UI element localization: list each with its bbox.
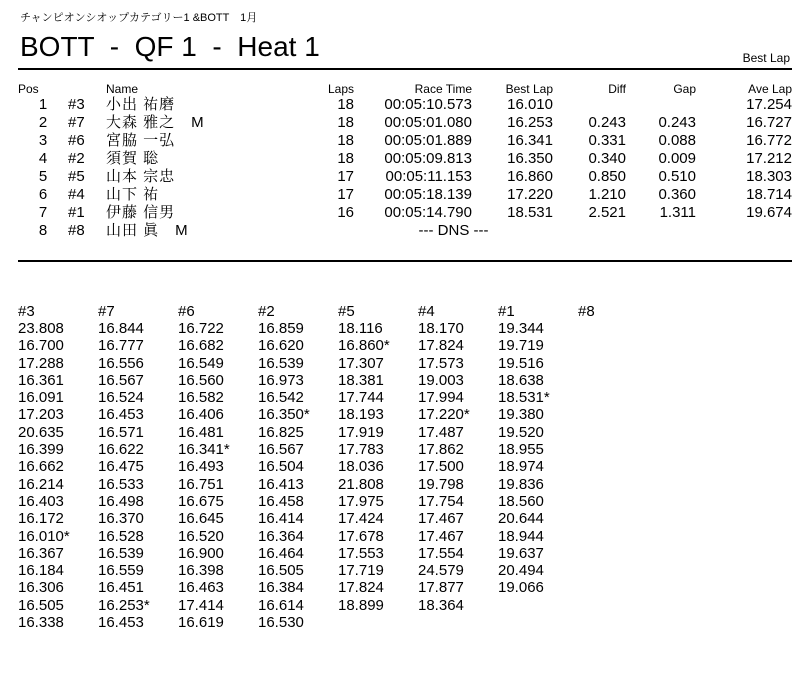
lap-column	[498, 303, 578, 631]
lap-time: 16.622	[98, 441, 144, 459]
result-gap: 1.311	[659, 204, 696, 221]
lap-time: 16.451	[98, 579, 144, 597]
lap-time: 20.635	[18, 423, 64, 441]
lap-time: 16.493	[178, 458, 224, 476]
lap-time: 17.424	[338, 510, 384, 528]
lap-column-kart: #1	[498, 303, 515, 320]
lap-time: 24.579	[418, 562, 464, 580]
result-race-time: 00:05:01.889	[384, 132, 472, 149]
result-kart-number: #4	[68, 186, 85, 203]
lap-time: 16.844	[98, 320, 144, 337]
lap-time: 16.361	[18, 371, 64, 389]
lap-time: 17.307	[338, 354, 384, 372]
lap-time: 17.877	[418, 579, 464, 597]
lap-time: 19.516	[498, 354, 544, 372]
result-kart-number: #5	[68, 168, 85, 185]
lap-time: 16.184	[18, 562, 64, 580]
top-rule	[18, 68, 792, 70]
result-gap: 0.243	[658, 114, 696, 131]
col-header-diff: Diff	[608, 82, 626, 96]
result-driver-name: 山下 祐	[106, 186, 160, 203]
lap-time: 17.975	[338, 492, 384, 510]
lap-time: 18.036	[338, 458, 384, 476]
lap-column-kart: #3	[18, 303, 35, 320]
result-diff	[553, 96, 626, 114]
result-pos: 1	[38, 96, 48, 113]
result-laps: 18	[337, 150, 354, 167]
result-pos: 4	[38, 150, 48, 167]
lap-time: 19.798	[418, 475, 464, 493]
result-best-lap: 16.341	[507, 132, 553, 149]
col-header-gap: Gap	[673, 82, 696, 96]
result-row	[18, 204, 792, 222]
lap-time: 18.364	[418, 596, 464, 614]
lap-time: 18.974	[498, 458, 544, 476]
col-header-best-lap: Best Lap	[505, 82, 553, 96]
lap-time: 16.370	[98, 510, 144, 528]
lap-time: 16.399	[18, 441, 64, 459]
lap-time: 16.406	[178, 406, 224, 424]
lap-time: 16.530	[258, 614, 304, 632]
result-diff: 0.331	[588, 132, 626, 149]
lap-column-kart: #6	[178, 303, 195, 320]
col-header-name: Name	[106, 82, 139, 96]
lap-time: 16.528	[98, 527, 144, 545]
result-ave-lap: 16.772	[746, 132, 792, 149]
result-laps: 18	[337, 96, 354, 113]
col-header-race-time: Race Time	[414, 82, 472, 96]
lap-time: 18.193	[338, 406, 384, 424]
lap-time: 18.944	[498, 527, 544, 545]
lap-time: 16.341*	[178, 441, 230, 459]
lap-time: 20.494	[498, 562, 544, 580]
result-ave-lap: 17.212	[746, 150, 792, 167]
lap-time: 20.644	[498, 510, 544, 528]
lap-time: 16.860*	[338, 337, 390, 355]
lap-time: 16.172	[18, 510, 64, 528]
lap-time: 16.520	[178, 527, 224, 545]
result-pos: 6	[38, 186, 48, 203]
lap-column-kart: #4	[418, 303, 435, 320]
lap-column	[338, 303, 418, 631]
lap-time: 16.463	[178, 579, 224, 597]
result-race-time: 00:05:01.080	[384, 114, 472, 131]
result-gap	[626, 96, 696, 114]
col-header-laps: Laps	[327, 82, 354, 96]
lap-time: 16.504	[258, 458, 304, 476]
result-pos: 8	[38, 222, 48, 239]
lap-time: 17.824	[338, 579, 384, 597]
lap-time: 16.464	[258, 544, 304, 562]
lap-time: 16.549	[178, 354, 224, 372]
lap-time: 16.722	[178, 320, 224, 337]
lap-time: 16.481	[178, 423, 224, 441]
lap-time: 19.520	[498, 423, 544, 441]
result-race-time: 00:05:09.813	[384, 150, 472, 167]
result-driver-name: 伊藤 信男	[106, 204, 176, 221]
lap-time: 16.662	[18, 458, 64, 476]
result-ave-lap: 18.303	[746, 168, 792, 185]
result-race-time: --- DNS ---	[418, 222, 489, 239]
lap-time: 16.567	[98, 371, 144, 389]
result-best-lap: 17.220	[507, 186, 553, 203]
result-diff: 0.243	[588, 114, 626, 131]
lap-time: 19.380	[498, 406, 544, 424]
result-ave-lap: 19.674	[746, 204, 792, 221]
lap-time: 16.700	[18, 337, 64, 355]
lap-column-kart: #8	[578, 303, 595, 320]
lap-time: 16.533	[98, 475, 144, 493]
result-diff: 2.521	[588, 204, 626, 221]
lap-time: 16.414	[258, 510, 304, 528]
lap-column	[258, 303, 338, 631]
result-ave-lap: 16.727	[746, 114, 792, 131]
lap-time: 17.919	[338, 423, 384, 441]
lap-time: 17.719	[338, 562, 384, 580]
lap-time: 16.859	[258, 320, 304, 337]
lap-time: 18.531*	[498, 389, 550, 407]
lap-column	[178, 303, 258, 631]
lap-time: 16.403	[18, 492, 64, 510]
lap-time: 18.116	[338, 320, 383, 337]
result-pos: 3	[38, 132, 48, 149]
result-best-lap: 16.010	[507, 96, 553, 113]
lap-time: 19.003	[418, 371, 464, 389]
results-table	[18, 83, 792, 240]
result-ave-lap: 18.714	[746, 186, 792, 203]
result-gap: 0.360	[658, 186, 696, 203]
result-laps: 18	[337, 114, 354, 131]
result-driver-name: 大森 雅之 M	[106, 114, 205, 131]
bottom-rule	[18, 260, 792, 262]
result-kart-number: #7	[68, 114, 85, 131]
lap-time: 16.620	[258, 337, 304, 355]
lap-time: 16.973	[258, 371, 304, 389]
result-laps: 17	[337, 168, 354, 185]
lap-time: 16.682	[178, 337, 224, 355]
result-pos: 2	[38, 114, 48, 131]
result-driver-name: 山田 眞 M	[106, 222, 189, 239]
lap-time: 18.955	[498, 441, 544, 459]
result-race-time: 00:05:18.139	[384, 186, 472, 203]
lap-time: 17.573	[418, 354, 464, 372]
lap-time: 16.453	[98, 614, 144, 632]
lap-time: 16.582	[178, 389, 224, 407]
result-diff: 0.340	[588, 150, 626, 167]
lap-time: 16.751	[178, 475, 224, 493]
lap-time: 23.808	[18, 320, 64, 337]
result-kart-number: #1	[68, 204, 85, 221]
result-kart-number: #2	[68, 150, 85, 167]
lap-time: 21.808	[338, 475, 384, 493]
lap-time: 16.384	[258, 579, 304, 597]
result-kart-number: #8	[68, 222, 85, 239]
lap-time: 18.899	[338, 596, 384, 614]
result-laps: 18	[337, 132, 354, 149]
lap-time: 16.539	[258, 354, 304, 372]
lap-time: 16.364	[258, 527, 304, 545]
result-gap: 0.009	[658, 150, 696, 167]
lap-time: 19.719	[498, 337, 544, 355]
results-header-row	[18, 83, 792, 96]
result-row	[18, 150, 792, 168]
lap-time: 16.571	[98, 423, 144, 441]
result-best-lap: 16.350	[507, 150, 553, 167]
lap-time: 16.458	[258, 492, 304, 510]
lap-time: 17.554	[418, 544, 464, 562]
lap-time: 16.505	[258, 562, 304, 580]
lap-time: 17.754	[418, 492, 464, 510]
result-diff: 0.850	[588, 168, 626, 185]
result-diff: 1.210	[588, 186, 626, 203]
lap-time: 16.542	[258, 389, 304, 407]
result-kart-number: #6	[68, 132, 85, 149]
col-header-ave-lap: Ave Lap	[748, 82, 792, 96]
lap-time: 18.381	[338, 371, 384, 389]
result-race-time: 00:05:11.153	[385, 168, 472, 185]
result-diff	[553, 222, 626, 240]
lap-column	[418, 303, 498, 631]
lap-time: 16.567	[258, 441, 304, 459]
result-row	[18, 222, 792, 240]
lap-times-grid	[18, 303, 658, 631]
result-row	[18, 186, 792, 204]
lap-time: 16.614	[258, 596, 304, 614]
result-gap: 0.088	[658, 132, 696, 149]
result-ave-lap: 17.254	[746, 96, 792, 113]
lap-time: 19.066	[498, 579, 544, 597]
lap-time: 16.619	[178, 614, 224, 632]
col-header-pos: Pos	[18, 82, 39, 96]
lap-time: 16.900	[178, 544, 224, 562]
lap-column-kart: #2	[258, 303, 275, 320]
result-best-lap: 18.531	[507, 204, 553, 221]
lap-time: 16.413	[258, 475, 304, 493]
lap-time: 17.862	[418, 441, 464, 459]
lap-time: 16.091	[18, 389, 64, 407]
lap-time: 17.220*	[418, 406, 470, 424]
result-best-lap: 16.253	[507, 114, 553, 131]
result-row	[18, 132, 792, 150]
lap-time: 17.783	[338, 441, 384, 459]
result-laps: 16	[337, 204, 354, 221]
lap-time: 16.306	[18, 579, 64, 597]
lap-time: 16.645	[178, 510, 224, 528]
lap-time: 16.777	[98, 337, 144, 355]
lap-time: 16.253*	[98, 596, 150, 614]
result-laps: 17	[337, 186, 354, 203]
lap-time: 16.453	[98, 406, 144, 424]
result-pos: 5	[38, 168, 48, 185]
lap-column-kart: #7	[98, 303, 115, 320]
result-row	[18, 96, 792, 114]
result-gap	[626, 222, 696, 240]
lap-time: 17.994	[418, 389, 464, 407]
lap-time: 16.338	[18, 614, 64, 632]
lap-time: 19.637	[498, 544, 544, 562]
result-pos: 7	[38, 204, 48, 221]
lap-time: 16.524	[98, 389, 144, 407]
lap-time: 17.553	[338, 544, 384, 562]
lap-time: 16.559	[98, 562, 144, 580]
lap-column	[578, 303, 658, 631]
lap-time: 18.560	[498, 492, 544, 510]
result-ave-lap	[696, 222, 792, 240]
lap-time: 16.675	[178, 492, 224, 510]
lap-column	[18, 303, 98, 631]
lap-time: 16.498	[98, 492, 144, 510]
lap-time: 16.505	[18, 596, 64, 614]
lap-time: 16.010*	[18, 527, 70, 545]
lap-time: 17.500	[418, 458, 464, 476]
lap-time: 19.836	[498, 475, 544, 493]
result-driver-name: 宮脇 一弘	[106, 132, 176, 149]
lap-time: 16.825	[258, 423, 304, 441]
lap-time: 17.824	[418, 337, 464, 355]
result-kart-number: #3	[68, 96, 85, 113]
lap-time: 17.414	[178, 596, 224, 614]
best-lap-header: Best Lap	[742, 51, 790, 65]
lap-time: 17.203	[18, 406, 64, 424]
lap-time: 16.214	[18, 475, 64, 493]
lap-time: 17.467	[418, 510, 464, 528]
result-row	[18, 114, 792, 132]
lap-time: 16.350*	[258, 406, 310, 424]
report-title: BOTT - QF 1 - Heat 1	[20, 31, 320, 62]
lap-time: 17.744	[338, 389, 384, 407]
result-driver-name: 小出 祐磨	[106, 96, 176, 113]
lap-time: 16.556	[98, 354, 144, 372]
result-best-lap: 16.860	[507, 168, 553, 185]
lap-time: 18.638	[498, 371, 544, 389]
lap-time: 17.288	[18, 354, 64, 372]
lap-column-kart: #5	[338, 303, 355, 320]
lap-time: 19.344	[498, 320, 544, 337]
lap-time: 16.475	[98, 458, 144, 476]
lap-time: 16.560	[178, 371, 224, 389]
report-subtitle: チャンピオンシオップカテゴリー1 &BOTT 1月	[20, 12, 258, 24]
result-driver-name: 須賀 聡	[106, 150, 160, 167]
result-gap: 0.510	[658, 168, 696, 185]
result-row	[18, 168, 792, 186]
lap-time: 18.170	[418, 320, 464, 337]
lap-time: 16.539	[98, 544, 144, 562]
lap-time: 17.678	[338, 527, 384, 545]
lap-time: 17.487	[418, 423, 464, 441]
result-driver-name: 山本 宗忠	[106, 168, 176, 185]
lap-column	[98, 303, 178, 631]
lap-time: 17.467	[418, 527, 464, 545]
result-race-time: 00:05:14.790	[384, 204, 472, 221]
result-race-time: 00:05:10.573	[384, 96, 472, 113]
lap-time: 16.398	[178, 562, 224, 580]
lap-time: 16.367	[18, 544, 64, 562]
result-laps	[306, 222, 354, 240]
